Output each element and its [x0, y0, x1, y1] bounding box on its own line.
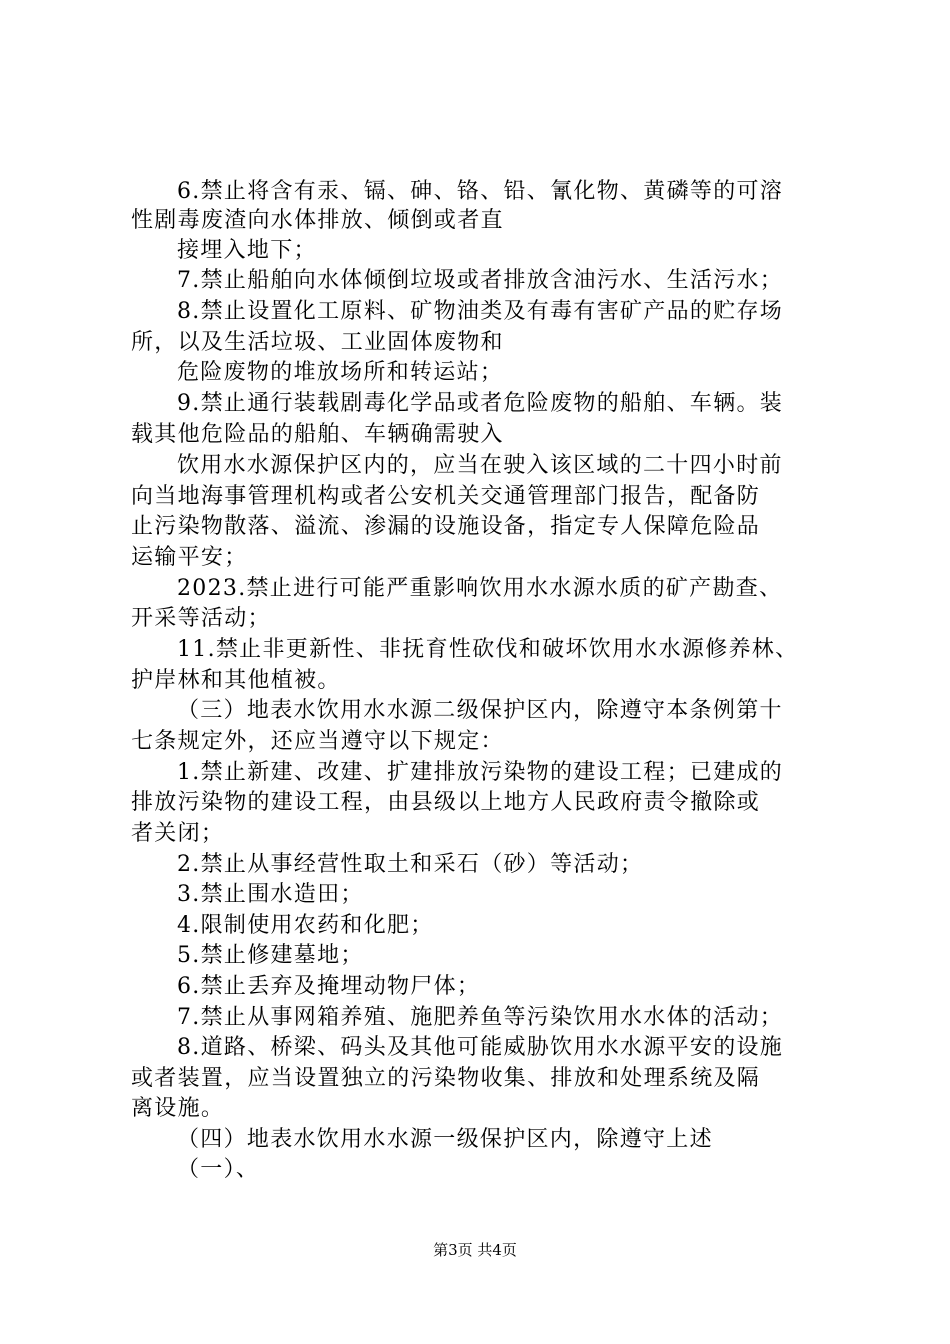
paragraph-line: 离设施。	[131, 1096, 225, 1121]
paragraph-line: 1.禁止新建、改建、扩建排放污染物的建设工程；已建成的	[177, 760, 784, 785]
paragraph-line: 接埋入地下；	[177, 238, 317, 263]
paragraph-line: 11.禁止非更新性、非抚育性砍伐和破坏饮用水水源修养林、	[177, 637, 799, 662]
paragraph-line: （四）地表水饮用水水源一级保护区内，除遵守上述	[177, 1127, 713, 1152]
paragraph-line: 危险废物的堆放场所和转运站；	[177, 360, 504, 385]
paragraph-line: 6.禁止丢弃及掩埋动物尸体；	[177, 974, 481, 999]
paragraph-line: 8.道路、桥梁、码头及其他可能威胁饮用水水源平安的设施	[177, 1035, 784, 1060]
paragraph-line: 7.禁止船舶向水体倾倒垃圾或者排放含油污水、生活污水；	[177, 268, 784, 293]
paragraph-line: 5.禁止修建墓地；	[177, 943, 364, 968]
paragraph-line: 向当地海事管理机构或者公安机关交通管理部门报告，配备防	[131, 484, 761, 509]
paragraph-line: 开采等活动；	[131, 606, 271, 631]
paragraph-line: 排放污染物的建设工程，由县级以上地方人民政府责令撤除或	[131, 790, 761, 815]
page-number-footer: 第3页 共4页	[433, 1241, 517, 1259]
paragraph-line: 七条规定外，还应当遵守以下规定：	[131, 729, 504, 754]
paragraph-line: 载其他危险品的船舶、车辆确需驶入	[131, 422, 504, 447]
paragraph-line: 者关闭；	[131, 821, 225, 846]
paragraph-line: 7.禁止从事网箱养殖、施肥养鱼等污染饮用水水体的活动；	[177, 1005, 784, 1030]
paragraph-line: 运输平安；	[131, 545, 248, 570]
paragraph-line: 性剧毒废渣向水体排放、倾倒或者直	[131, 208, 504, 233]
paragraph-line: 3.禁止围水造田；	[177, 882, 364, 907]
paragraph-line: 8.禁止设置化工原料、矿物油类及有毒有害矿产品的贮存场	[177, 299, 784, 324]
paragraph-line: 或者装置，应当设置独立的污染物收集、排放和处理系统及隔	[131, 1066, 761, 1091]
paragraph-line: 止污染物散落、溢流、渗漏的设施设备，指定专人保障危险品	[131, 514, 761, 539]
paragraph-line: 饮用水水源保护区内的，应当在驶入该区域的二十四小时前	[177, 453, 783, 478]
paragraph-line: （一）、	[177, 1157, 260, 1182]
paragraph-line: 2023.禁止进行可能严重影响饮用水水源水质的矿产勘查、	[177, 576, 783, 601]
paragraph-line: 4.限制使用农药和化肥；	[177, 913, 434, 938]
paragraph-line: （三）地表水饮用水水源二级保护区内，除遵守本条例第十	[177, 698, 783, 723]
paragraph-line: 6.禁止将含有汞、镉、砷、铬、铅、氰化物、黄磷等的可溶	[177, 179, 784, 204]
paragraph-line: 9.禁止通行装载剧毒化学品或者危险废物的船舶、车辆。装	[177, 391, 784, 416]
paragraph-line: 护岸林和其他植被。	[131, 668, 341, 693]
paragraph-line: 2.禁止从事经营性取土和采石（砂）等活动；	[177, 852, 644, 877]
paragraph-line: 所，以及生活垃圾、工业固体废物和	[131, 330, 504, 355]
